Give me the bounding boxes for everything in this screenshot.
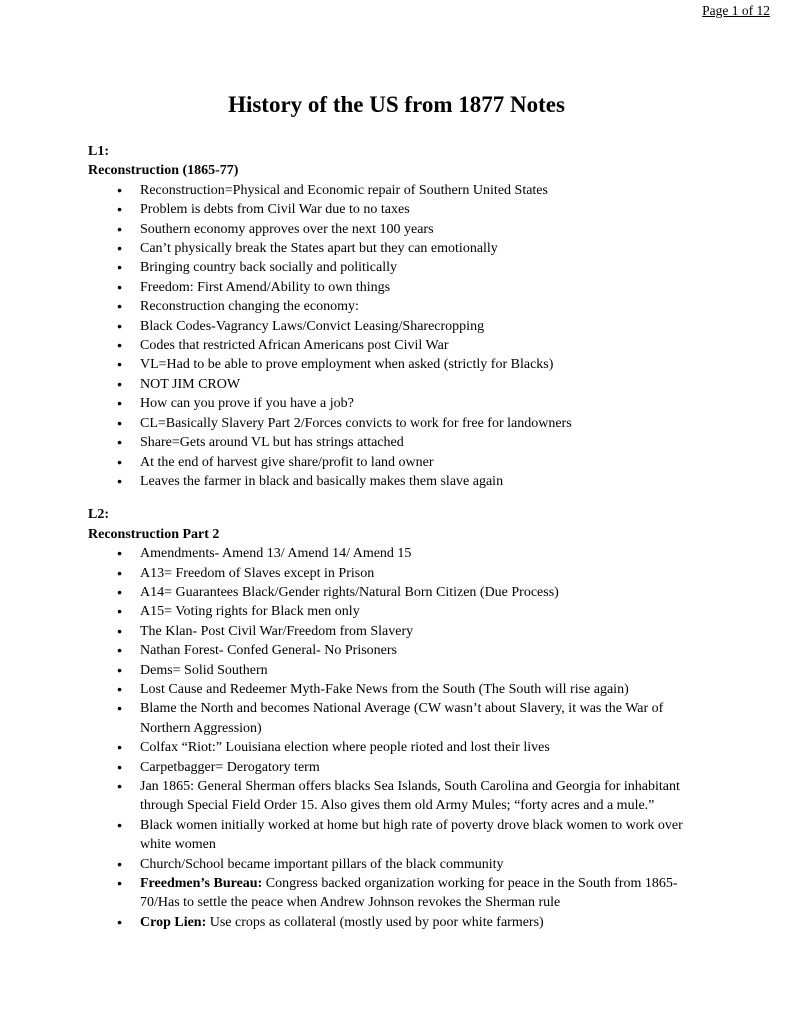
page-number: Page 1 of 12	[702, 3, 770, 18]
list-item-text: Colfax “Riot:” Louisiana election where people rioted and lost their lives	[140, 740, 550, 756]
list-item	[88, 913, 705, 932]
list-item	[88, 433, 705, 452]
bullet-icon: ●	[117, 398, 123, 409]
list-item-text: The Klan- Post Civil War/Freedom from Slavery	[140, 623, 414, 639]
list-item-text: Dems= Solid Southern	[140, 662, 268, 678]
list-item	[88, 622, 705, 641]
list-item	[88, 297, 705, 316]
list-item-text: Jan 1865: General Sherman offers blacks Sea Islands, South Carolina and Georgia for inhabitant through Special Field Order 15. Also gives them old Army Mules; “forty acres and a mule.”	[140, 779, 680, 814]
bullet-icon: ●	[117, 548, 123, 559]
list-item-text: Black Codes-Vagrancy Laws/Convict Leasing/Sharecropping	[140, 318, 485, 334]
list-item	[88, 738, 705, 757]
bullet-icon: ●	[117, 761, 123, 772]
bullet-icon: ●	[117, 916, 123, 927]
bullet-icon: ●	[117, 281, 123, 292]
list-item	[88, 777, 705, 816]
list-item	[88, 699, 705, 738]
bullet-icon: ●	[117, 703, 123, 714]
list-item	[88, 472, 705, 491]
list-item-text: Lost Cause and Redeemer Myth-Fake News from the South (The South will rise again)	[140, 681, 629, 697]
document-content	[88, 0, 705, 932]
list-item	[88, 641, 705, 660]
list-item-text: Church/School became important pillars of the black community	[140, 856, 504, 872]
bullet-icon: ●	[117, 184, 123, 195]
list-item-text: How can you prove if you have a job?	[140, 396, 354, 412]
list-item	[88, 544, 705, 563]
list-item-text: At the end of harvest give share/profit to land owner	[140, 454, 434, 470]
list-item-text: Nathan Forest- Confed General- No Prisoners	[140, 643, 397, 659]
bullet-icon: ●	[117, 243, 123, 254]
list-item-text: Codes that restricted African Americans post Civil War	[140, 338, 449, 354]
list-item	[88, 453, 705, 472]
list-item-text: Share=Gets around VL but has strings attached	[140, 435, 404, 451]
bullet-icon: ●	[117, 606, 123, 617]
list-item	[88, 758, 705, 777]
bullet-icon: ●	[117, 340, 123, 351]
list-item-text: Use crops as collateral (mostly used by poor white farmers)	[206, 914, 544, 930]
bullet-icon: ●	[117, 742, 123, 753]
list-item-text: Bringing country back socially and politically	[140, 260, 397, 276]
bold-term: Freedmen’s Bureau:	[140, 876, 263, 892]
bullet-list	[88, 544, 705, 932]
section-heading: Reconstruction Part 2	[88, 526, 220, 542]
bullet-icon: ●	[117, 858, 123, 869]
bullet-icon: ●	[117, 475, 123, 486]
list-item-text: Leaves the farmer in black and basically makes them slave again	[140, 473, 504, 489]
list-item-text: Blame the North and becomes National Average (CW wasn’t about Slavery, it was the War of Northern Aggression)	[140, 701, 664, 736]
bullet-icon: ●	[117, 781, 123, 791]
list-item-text: Freedom: First Amend/Ability to own things	[140, 279, 391, 295]
list-item	[88, 200, 705, 219]
bullet-icon: ●	[117, 456, 123, 467]
list-item	[88, 602, 705, 621]
list-item	[88, 661, 705, 680]
bullet-icon: ●	[117, 819, 123, 830]
list-item-text: Carpetbagger= Derogatory term	[140, 759, 320, 775]
list-item	[88, 414, 705, 433]
list-item	[88, 375, 705, 394]
bullet-icon: ●	[117, 359, 123, 370]
list-item-text: Congress backed organization working for peace in the South from 1865-70/Has to settle the peace when Andrew Johnson revokes the Sherman rule	[140, 876, 678, 911]
list-item	[88, 874, 705, 913]
bold-term: Crop Lien:	[140, 914, 207, 930]
bullet-icon: ●	[117, 645, 123, 656]
list-item-text: Black women initially worked at home but high rate of poverty drove black women to work over white women	[140, 817, 683, 853]
list-item-text: Problem is debts from Civil War due to no taxes	[140, 202, 410, 218]
bullet-icon: ●	[117, 204, 123, 215]
bullet-icon: ●	[117, 320, 123, 331]
list-item	[88, 355, 705, 374]
list-item	[88, 336, 705, 355]
bullet-icon: ●	[117, 223, 123, 234]
section-label: L2:	[88, 507, 109, 523]
notes-section	[88, 505, 705, 932]
list-item-text: Reconstruction changing the economy:	[140, 299, 359, 315]
bullet-icon: ●	[117, 567, 123, 578]
list-item-text: Reconstruction=Physical and Economic repair of Southern United States	[140, 182, 548, 198]
list-item-text: Southern economy approves over the next 100 years	[140, 221, 434, 237]
list-item-text: CL=Basically Slavery Part 2/Forces convicts to work for free for landowners	[140, 415, 572, 431]
bullet-icon: ●	[117, 586, 123, 597]
list-item-text: NOT JIM CROW	[140, 376, 241, 392]
list-item	[88, 680, 705, 699]
list-item	[88, 181, 705, 200]
bullet-icon: ●	[117, 417, 123, 428]
bullet-icon: ●	[117, 301, 123, 312]
section-label: L1:	[88, 144, 109, 159]
list-item-text: A13= Freedom of Slaves except in Prison	[140, 565, 375, 581]
page-title: History of the US from 1877 Notes	[228, 92, 565, 117]
list-item	[88, 855, 705, 874]
bullet-list	[88, 181, 705, 492]
list-item-text: Amendments- Amend 13/ Amend 14/ Amend 15	[140, 546, 412, 562]
list-item	[88, 317, 705, 336]
list-item	[88, 220, 705, 239]
section-heading: Reconstruction (1865-77)	[88, 163, 239, 179]
bullet-icon: ●	[117, 625, 123, 636]
bullet-icon: ●	[117, 378, 123, 389]
list-item	[88, 258, 705, 277]
list-item	[88, 278, 705, 297]
list-item-text: VL=Had to be able to prove employment when asked (strictly for Blacks)	[140, 357, 554, 373]
list-item	[88, 583, 705, 602]
sections-container	[88, 142, 705, 932]
list-item	[88, 239, 705, 258]
bullet-icon: ●	[117, 262, 123, 273]
bullet-icon: ●	[117, 878, 123, 889]
bullet-icon: ●	[117, 664, 123, 675]
bullet-icon: ●	[117, 437, 123, 448]
notes-section	[88, 142, 705, 491]
list-item-text: Can’t physically break the States apart but they can emotionally	[140, 241, 498, 257]
list-item	[88, 816, 705, 855]
list-item	[88, 394, 705, 413]
list-item-text: A14= Guarantees Black/Gender rights/Natural Born Citizen (Due Process)	[140, 584, 559, 600]
list-item	[88, 564, 705, 583]
bullet-icon: ●	[117, 683, 123, 694]
list-item-text: A15= Voting rights for Black men only	[140, 604, 360, 620]
